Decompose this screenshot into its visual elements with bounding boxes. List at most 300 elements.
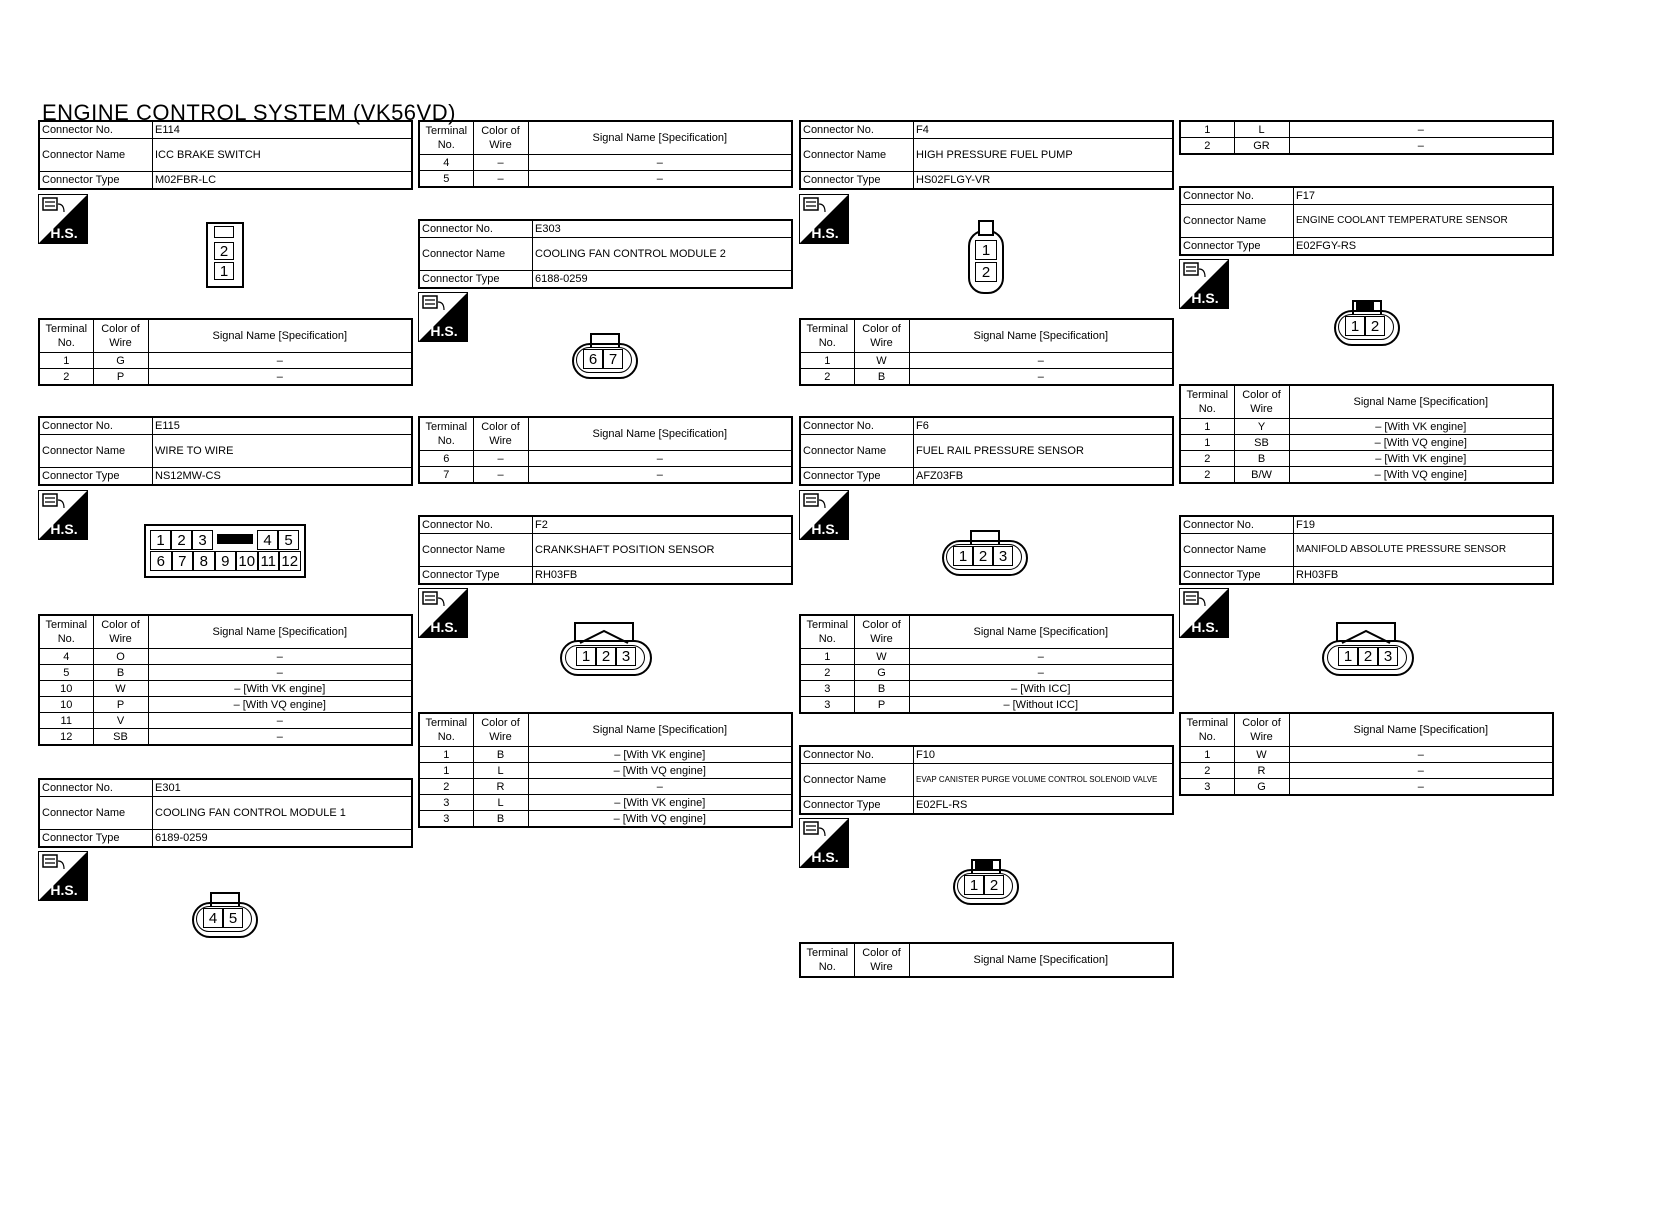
wire-color: G [1234,779,1289,796]
terminal-no: 2 [39,369,93,386]
hs-badge-text: H.S. [50,882,78,898]
connector-block-f10 [799,745,1174,815]
connector-cavity: 2 [1358,647,1378,666]
connector-block-f17 [1179,186,1554,256]
connector-cavity: 3 [1378,647,1398,666]
signal-name: – [With VK engine] [1289,451,1553,467]
connector-cavity: 2 [214,242,234,260]
terminal-no-header: Terminal No. [800,319,854,353]
terminal-row [39,697,412,713]
signal-name: – [With VK engine] [528,747,792,763]
harness-side-icon [418,292,468,342]
terminal-row [419,747,792,763]
connector-name-value: MANIFOLD ABSOLUTE PRESSURE SENSOR [1294,534,1554,567]
connector-name-value: ICC BRAKE SWITCH [153,139,413,172]
wire-color: L [1234,121,1289,138]
terminal-row [419,171,792,188]
connector-cavity: 3 [192,530,213,550]
connector-name-label: Connector Name [419,238,533,271]
connector-info-table [1179,186,1554,256]
terminal-table [1179,712,1554,796]
wire-color: L [473,763,528,779]
terminal-no: 4 [39,649,93,665]
terminal-no: 1 [39,353,93,369]
wire-color: – [473,171,528,188]
connector-type-label: Connector Type [39,172,153,190]
signal-name: – [With VQ engine] [1289,435,1553,451]
connector-no-label: Connector No. [1180,516,1294,534]
terminal-no-header: Terminal No. [419,713,473,747]
connector-no-value: E301 [153,779,413,797]
connector-cavity: 6 [150,551,172,571]
connector-cavity: 7 [603,349,623,369]
terminal-no: 1 [419,763,473,779]
wire-color-header: Color of Wire [854,943,909,977]
signal-name: – [With VK engine] [528,795,792,811]
terminal-row [1180,419,1553,435]
connector-name-value: COOLING FAN CONTROL MODULE 2 [533,238,793,271]
wire-color: B [473,747,528,763]
terminal-row [39,713,412,729]
connector-no-label: Connector No. [419,516,533,534]
connector-face-e303 [572,333,638,379]
harness-side-icon [38,851,88,901]
terminal-no: 2 [1180,138,1234,155]
connector-name-value: ENGINE COOLANT TEMPERATURE SENSOR [1294,205,1554,238]
terminal-table-e303 [418,416,793,484]
terminal-table [1179,384,1554,484]
connector-cavity: 2 [1365,316,1385,336]
terminal-row [1180,435,1553,451]
connector-block-f19 [1179,515,1554,585]
connector-type-label: Connector Type [419,271,533,289]
harness-side-icon [1179,259,1229,309]
wire-color: SB [1234,435,1289,451]
connector-key-block [217,534,253,544]
terminal-no: 1 [419,747,473,763]
connector-info-table [799,416,1174,486]
connector-name-value: COOLING FAN CONTROL MODULE 1 [153,797,413,830]
wire-color: B/W [1234,467,1289,484]
connector-type-label: Connector Type [800,797,914,815]
harness-side-icon [38,194,88,244]
connector-name-label: Connector Name [419,534,533,567]
terminal-row [800,681,1173,697]
signal-name: – [528,467,792,484]
terminal-no: 2 [1180,451,1234,467]
connector-name-label: Connector Name [39,139,153,172]
connector-cavity: 11 [258,551,280,571]
terminal-row [39,369,412,386]
terminal-no: 4 [419,155,473,171]
terminal-no: 1 [1180,419,1234,435]
signal-name-header: Signal Name [Specification] [148,319,412,353]
terminal-no: 7 [419,467,473,484]
harness-side-icon [1179,588,1229,638]
connector-no-value: F2 [533,516,793,534]
signal-name: – [528,171,792,188]
connector-cavity: 1 [214,262,234,280]
hs-badge-text: H.S. [811,849,839,865]
wire-color: SB [93,729,148,746]
connector-no-label: Connector No. [800,121,914,139]
terminal-table [418,416,793,484]
wire-color: G [854,665,909,681]
terminal-no-header: Terminal No. [419,417,473,451]
connector-type-label: Connector Type [800,172,914,190]
terminal-table [1179,120,1554,155]
terminal-row [39,649,412,665]
connector-cavity: 4 [257,530,278,550]
connector-cavity: 2 [975,262,997,282]
hs-badge-text: H.S. [50,225,78,241]
signal-name-header: Signal Name [Specification] [909,615,1173,649]
terminal-no: 10 [39,681,93,697]
terminal-row [800,697,1173,714]
terminal-row [1180,763,1553,779]
terminal-no: 10 [39,697,93,713]
connector-face-e115 [144,524,306,578]
terminal-table-f17 [1179,384,1554,484]
terminal-table [38,318,413,386]
wire-color: B [854,369,909,386]
connector-cavity: 9 [215,551,237,571]
connector-cavity: 2 [596,647,616,666]
terminal-no-header: Terminal No. [39,615,93,649]
hs-badge-text: H.S. [50,521,78,537]
terminal-row [419,451,792,467]
terminal-row [419,155,792,171]
connector-type-value: RH03FB [533,567,793,585]
connector-no-value: E114 [153,121,413,139]
terminal-no: 6 [419,451,473,467]
signal-name: – [909,649,1173,665]
terminal-no-header: Terminal No. [1180,713,1234,747]
signal-name-header: Signal Name [Specification] [528,417,792,451]
wire-color: W [854,649,909,665]
signal-name: – [1289,779,1553,796]
connector-cavity: 7 [172,551,194,571]
connector-no-label: Connector No. [1180,187,1294,205]
connector-name-label: Connector Name [1180,534,1294,567]
signal-name: – [528,779,792,795]
signal-name: – [With ICC] [909,681,1173,697]
terminal-no: 12 [39,729,93,746]
terminal-row [419,779,792,795]
wire-color: R [1234,763,1289,779]
connector-face-f2 [560,622,652,678]
connector-name-label: Connector Name [800,139,914,172]
signal-name-header: Signal Name [Specification] [528,713,792,747]
connector-block-e301 [38,778,413,848]
connector-no-value: F17 [1294,187,1554,205]
connector-face-f4 [968,220,1004,296]
connector-info-table [1179,515,1554,585]
connector-cavity: 2 [984,875,1004,895]
wire-color: – [473,467,528,484]
terminal-no: 2 [800,369,854,386]
wire-color: O [93,649,148,665]
connector-type-label: Connector Type [1180,238,1294,256]
signal-name: – [Without ICC] [909,697,1173,714]
terminal-row [419,467,792,484]
wire-color: B [473,811,528,828]
signal-name-header: Signal Name [Specification] [909,319,1173,353]
wire-color: R [473,779,528,795]
signal-name: – [With VK engine] [148,681,412,697]
terminal-row [39,665,412,681]
connector-cavity: 1 [576,647,596,666]
terminal-no: 3 [419,811,473,828]
terminal-no: 3 [419,795,473,811]
terminal-no: 3 [1180,779,1234,796]
terminal-table-f19 [1179,712,1554,796]
terminal-row [39,353,412,369]
terminal-row [419,763,792,779]
harness-side-icon [418,588,468,638]
terminal-row [800,353,1173,369]
connector-type-label: Connector Type [1180,567,1294,585]
wire-color: B [93,665,148,681]
connector-info-table [799,120,1174,190]
signal-name: – [148,713,412,729]
terminal-table [799,614,1174,714]
terminal-row [1180,467,1553,484]
signal-name: – [With VQ engine] [1289,467,1553,484]
connector-no-label: Connector No. [419,220,533,238]
connector-name-label: Connector Name [800,435,914,468]
terminal-no: 1 [1180,747,1234,763]
terminal-row [1180,747,1553,763]
connector-no-value: F6 [914,417,1174,435]
connector-latch [1356,302,1374,310]
connector-type-value: 6189-0259 [153,830,413,848]
connector-type-value: RH03FB [1294,567,1554,585]
signal-name: – [909,353,1173,369]
terminal-table-f2 [418,712,793,828]
signal-name-header: Signal Name [Specification] [1289,385,1553,419]
connector-no-value: F10 [914,746,1174,764]
connector-type-value: E02FL-RS [914,797,1174,815]
connector-block-f6 [799,416,1174,486]
terminal-no-header: Terminal No. [800,615,854,649]
signal-name-header: Signal Name [Specification] [909,943,1173,977]
wire-color: V [93,713,148,729]
connector-block-f2 [418,515,793,585]
hs-badge-text: H.S. [1191,290,1219,306]
terminal-no: 5 [39,665,93,681]
signal-name: – [With VK engine] [1289,419,1553,435]
wire-color-header: Color of Wire [473,121,528,155]
connector-face-f6 [942,530,1028,576]
terminal-table-f6 [799,614,1174,714]
terminal-table-e115 [38,614,413,746]
terminal-no: 2 [419,779,473,795]
wire-color: – [473,155,528,171]
wire-color: P [854,697,909,714]
connector-cavity: 1 [1345,316,1365,336]
terminal-row [1180,121,1553,138]
connector-cavity: 12 [279,551,301,571]
connector-latch [975,861,993,869]
connector-face-e114 [206,222,242,286]
terminal-row [39,729,412,746]
signal-name-header: Signal Name [Specification] [148,615,412,649]
wire-color-header: Color of Wire [854,615,909,649]
wire-color: GR [1234,138,1289,155]
wire-color-header: Color of Wire [93,319,148,353]
signal-name: – [With VQ engine] [148,697,412,713]
terminal-table-header-f10 [799,942,1174,978]
connector-cavity: 3 [993,546,1013,566]
connector-cavity: 2 [171,530,192,550]
terminal-row [800,665,1173,681]
wire-color: G [93,353,148,369]
connector-cavity: 8 [193,551,215,571]
harness-side-icon [38,490,88,540]
wire-color-header: Color of Wire [1234,385,1289,419]
terminal-row [800,369,1173,386]
terminal-no-header: Terminal No. [800,943,854,977]
connector-name-label: Connector Name [39,435,153,468]
connector-cavity: 10 [236,551,258,571]
connector-block-e114 [38,120,413,190]
harness-side-icon [799,194,849,244]
connector-cavity: 1 [975,240,997,260]
signal-name-header: Signal Name [Specification] [528,121,792,155]
terminal-no-header: Terminal No. [1180,385,1234,419]
signal-name-header: Signal Name [Specification] [1289,713,1553,747]
connector-info-table [38,416,413,486]
signal-name: – [1289,763,1553,779]
connector-info-table [799,745,1174,815]
connector-type-value: E02FGY-RS [1294,238,1554,256]
terminal-table [799,318,1174,386]
connector-name-value: EVAP CANISTER PURGE VOLUME CONTROL SOLENOID VALVE [914,764,1174,797]
hs-badge-text: H.S. [1191,619,1219,635]
terminal-table-e301 [418,120,793,188]
connector-no-value: E115 [153,417,413,435]
wire-color: P [93,697,148,713]
wire-color: W [93,681,148,697]
terminal-row [800,649,1173,665]
page-title: ENGINE CONTROL SYSTEM (VK56VD) [42,100,456,125]
terminal-no-header: Terminal No. [39,319,93,353]
connector-cavity: 5 [278,530,299,550]
connector-info-table [38,778,413,848]
terminal-no: 2 [800,665,854,681]
connector-block-e115 [38,416,413,486]
connector-face-e301 [192,892,258,938]
wire-color-header: Color of Wire [93,615,148,649]
terminal-table [418,712,793,828]
signal-name: – [909,369,1173,386]
connector-no-label: Connector No. [800,746,914,764]
connector-no-value: F4 [914,121,1174,139]
wire-color: Y [1234,419,1289,435]
signal-name: – [528,451,792,467]
terminal-row [419,811,792,828]
connector-block-f4 [799,120,1174,190]
connector-cavity: 1 [953,546,973,566]
terminal-row [1180,451,1553,467]
terminal-table [418,120,793,188]
terminal-table-f4 [799,318,1174,386]
harness-side-icon [799,490,849,540]
hs-badge-text: H.S. [430,619,458,635]
wire-color-header: Color of Wire [473,713,528,747]
terminal-no: 1 [1180,435,1234,451]
hs-badge-text: H.S. [811,225,839,241]
connector-cavity: 4 [203,908,223,928]
terminal-no: 11 [39,713,93,729]
signal-name: – [1289,121,1553,138]
connector-face-f19 [1322,622,1414,678]
connector-type-label: Connector Type [419,567,533,585]
connector-cavity: 3 [616,647,636,666]
connector-info-table [418,219,793,289]
terminal-table-f10 [1179,120,1554,155]
connector-cavity: 6 [583,349,603,369]
wire-color: L [473,795,528,811]
connector-block-e303 [418,219,793,289]
signal-name: – [148,729,412,746]
connector-cavity: 1 [150,530,171,550]
terminal-no: 1 [800,353,854,369]
wire-color-header: Color of Wire [854,319,909,353]
signal-name: – [909,665,1173,681]
wire-color: W [854,353,909,369]
signal-name: – [With VQ engine] [528,763,792,779]
signal-name: – [148,369,412,386]
connector-info-table [38,120,413,190]
connector-info-table [418,515,793,585]
signal-name: – [148,665,412,681]
terminal-row [1180,138,1553,155]
terminal-no: 2 [1180,763,1234,779]
connector-no-value: F19 [1294,516,1554,534]
connector-name-value: FUEL RAIL PRESSURE SENSOR [914,435,1174,468]
connector-name-label: Connector Name [1180,205,1294,238]
terminal-table [38,614,413,746]
signal-name: – [148,353,412,369]
connector-type-value: NS12MW-CS [153,468,413,486]
terminal-no-header: Terminal No. [419,121,473,155]
wire-color: P [93,369,148,386]
terminal-no: 5 [419,171,473,188]
terminal-row [419,795,792,811]
wire-color-header: Color of Wire [473,417,528,451]
signal-name: – [With VQ engine] [528,811,792,828]
connector-no-label: Connector No. [800,417,914,435]
connector-no-label: Connector No. [39,121,153,139]
connector-type-value: HS02FLGY-VR [914,172,1174,190]
hs-badge-text: H.S. [811,521,839,537]
connector-cavity: 5 [223,908,243,928]
terminal-row [39,681,412,697]
signal-name: – [1289,138,1553,155]
connector-type-label: Connector Type [800,468,914,486]
connector-name-value: HIGH PRESSURE FUEL PUMP [914,139,1174,172]
connector-cavity: 2 [973,546,993,566]
wire-color: – [473,451,528,467]
connector-no-label: Connector No. [39,779,153,797]
connector-face-f17 [1334,300,1400,346]
terminal-no: 2 [1180,467,1234,484]
connector-no-label: Connector No. [39,417,153,435]
terminal-no: 3 [800,697,854,714]
connector-cavity: 1 [964,875,984,895]
